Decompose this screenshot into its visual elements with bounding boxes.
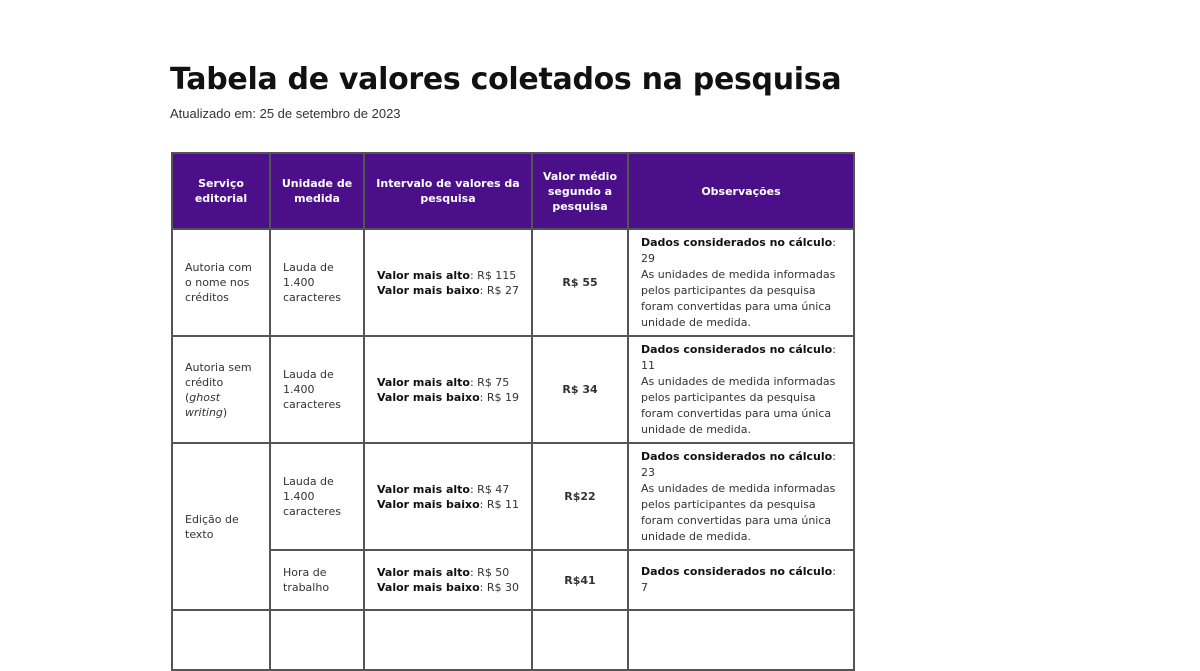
high-value: R$ 47 (477, 482, 510, 496)
unit-cell: Lauda de 1.400 caracteres (270, 443, 364, 550)
conversion-note: As unidades de medida informadas pelos participantes da pesquisa foram convertidas para uma única unidade de medida. (641, 374, 836, 436)
observations-cell: Dados considerados no cálculo: 7 (628, 550, 854, 610)
data-count: 23 (641, 465, 655, 479)
header-average: Valor médio segundo a pesquisa (532, 153, 628, 229)
service-cell (172, 610, 270, 670)
observations-cell: Dados considerados no cálculo: 23 As unidades de medida informadas pelos participantes da pesquisa foram convertidas para uma única unidade de medida. (628, 443, 854, 550)
data-count: 7 (641, 581, 648, 594)
service-italic-text: ghost writing (185, 390, 223, 419)
table-row (172, 229, 854, 336)
data-considered-label: Dados considerados no cálculo (641, 342, 833, 356)
high-value: R$ 115 (477, 268, 517, 282)
low-value: R$ 11 (486, 497, 520, 511)
unit-cell: Lauda de 1.400 caracteres (270, 336, 364, 443)
conversion-note: As unidades de medida informadas pelos participantes da pesquisa foram convertidas para uma única unidade de medida. (641, 267, 836, 329)
average-cell (532, 610, 628, 670)
header-range: Intervalo de valores da pesquisa (364, 153, 532, 229)
low-value: R$ 30 (486, 581, 520, 594)
low-label: Valor mais baixo (377, 283, 480, 297)
unit-cell: Hora de trabalho (270, 550, 364, 610)
observations-cell: Dados considerados no cálculo: 11 As unidades de medida informadas pelos participantes da pesquisa foram convertidas para uma única unidade de medida. (628, 336, 854, 443)
high-label: Valor mais alto (377, 268, 470, 282)
table-row (172, 550, 854, 610)
data-considered-label: Dados considerados no cálculo (641, 565, 833, 578)
header-unit: Unidade de medida (270, 153, 364, 229)
range-cell (364, 610, 532, 670)
service-text-end: ) (222, 405, 228, 419)
price-table (171, 152, 855, 671)
low-value: R$ 27 (486, 283, 520, 297)
range-cell: Valor mais alto: R$ 50 Valor mais baixo: R$ 30 (364, 550, 532, 610)
high-label: Valor mais alto (377, 482, 470, 496)
low-label: Valor mais baixo (377, 497, 480, 511)
unit-cell: Lauda de 1.400 caracteres (270, 229, 364, 336)
range-cell: Valor mais alto: R$ 47 Valor mais baixo: R$ 11 (364, 443, 532, 550)
page-title: Tabela de valores coletados na pesquisa (170, 62, 842, 97)
table-row (172, 443, 854, 550)
average-cell: R$ 55 (532, 229, 628, 336)
observations-cell: Dados considerados no cálculo: 29 As unidades de medida informadas pelos participantes da pesquisa foram convertidas para uma única unidade de medida. (628, 229, 854, 336)
table-row (172, 336, 854, 443)
header-observations: Observações (628, 153, 854, 229)
average-cell: R$41 (532, 550, 628, 610)
low-label: Valor mais baixo (377, 390, 480, 404)
updated-date: Atualizado em: 25 de setembro de 2023 (170, 106, 401, 121)
high-value: R$ 75 (477, 375, 510, 389)
service-cell: Edição de texto (172, 443, 270, 610)
average-cell: R$22 (532, 443, 628, 550)
low-value: R$ 19 (486, 390, 520, 404)
high-value: R$ 50 (477, 566, 510, 579)
range-cell: Valor mais alto: R$ 115 Valor mais baixo: R$ 27 (364, 229, 532, 336)
range-cell: Valor mais alto: R$ 75 Valor mais baixo: R$ 19 (364, 336, 532, 443)
header-service: Serviço editorial (172, 153, 270, 229)
conversion-note: As unidades de medida informadas pelos participantes da pesquisa foram convertidas para uma única unidade de medida. (641, 481, 836, 543)
service-text: Autoria sem crédito ( (185, 360, 252, 404)
low-label: Valor mais baixo (377, 581, 480, 594)
high-label: Valor mais alto (377, 375, 470, 389)
average-cell: R$ 34 (532, 336, 628, 443)
service-cell: Autoria com o nome nos créditos (172, 229, 270, 336)
data-count: 29 (641, 251, 655, 265)
data-considered-label: Dados considerados no cálculo (641, 449, 833, 463)
high-label: Valor mais alto (377, 566, 470, 579)
data-considered-label: Dados considerados no cálculo (641, 235, 833, 249)
table-row (172, 610, 854, 670)
table-header-row (172, 153, 854, 229)
observations-cell (628, 610, 854, 670)
data-count: 11 (641, 358, 655, 372)
unit-cell (270, 610, 364, 670)
service-cell (172, 336, 270, 443)
